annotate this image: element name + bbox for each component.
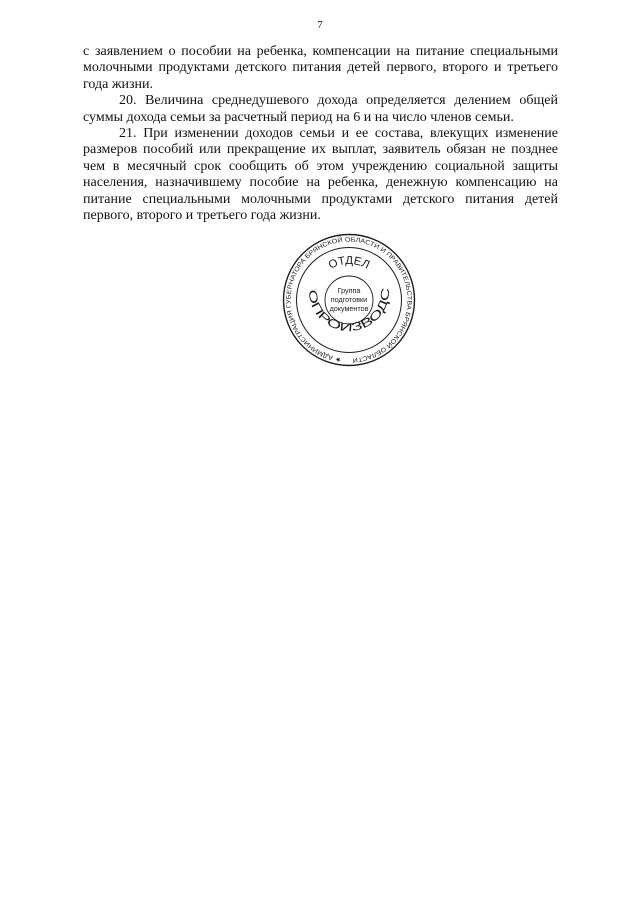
seal-center-line-3: документов — [329, 304, 369, 313]
paragraph-item-20: 20. Величина среднедушевого дохода определяется делением общей суммы дохода семьи за расчетный период на 6 и на число членов семьи. — [83, 93, 558, 125]
paragraph-continuation: с заявлением о пособии на ребенка, компенсации на питание специальными молочными продуктами детского питания детей первого, второго и третьего года жизни. — [83, 44, 558, 92]
official-seal-stamp — [282, 233, 416, 367]
seal-bottom-arc-textpath: ОПРОИЗВОДС — [305, 288, 392, 335]
page-number: 7 — [317, 19, 323, 31]
paragraph-item-21: 21. При изменении доходов семьи и ее состава, влекущих изменение размеров пособий или прекращение их выплат, заявитель обязан не позднее чем в месячный срок сообщить об этом учреждению социальной защиты населения, назначившему пособие на ребенка, денежную компенсацию на питание специальными молочными продуктами детского питания детей первого, второго и третьего года жизни. — [83, 126, 558, 224]
seal-outer-ring-textpath: ★ АДМИНИСТРАЦИЯ ГУБЕРНАТОРА БРЯНСКОЙ ОБЛАСТИ И ПРАВИТЕЛЬСТВА БРЯНСКОЙ ОБЛАСТИ — [285, 236, 413, 364]
seal-center-line-2: подготовки — [330, 295, 368, 304]
seal-top-arc-text — [327, 255, 371, 272]
seal-top-arc-textpath: ОТДЕЛ — [326, 254, 372, 272]
seal-center-line-1: Группа — [337, 286, 361, 295]
official-seal — [282, 233, 416, 367]
document-body — [83, 44, 558, 224]
